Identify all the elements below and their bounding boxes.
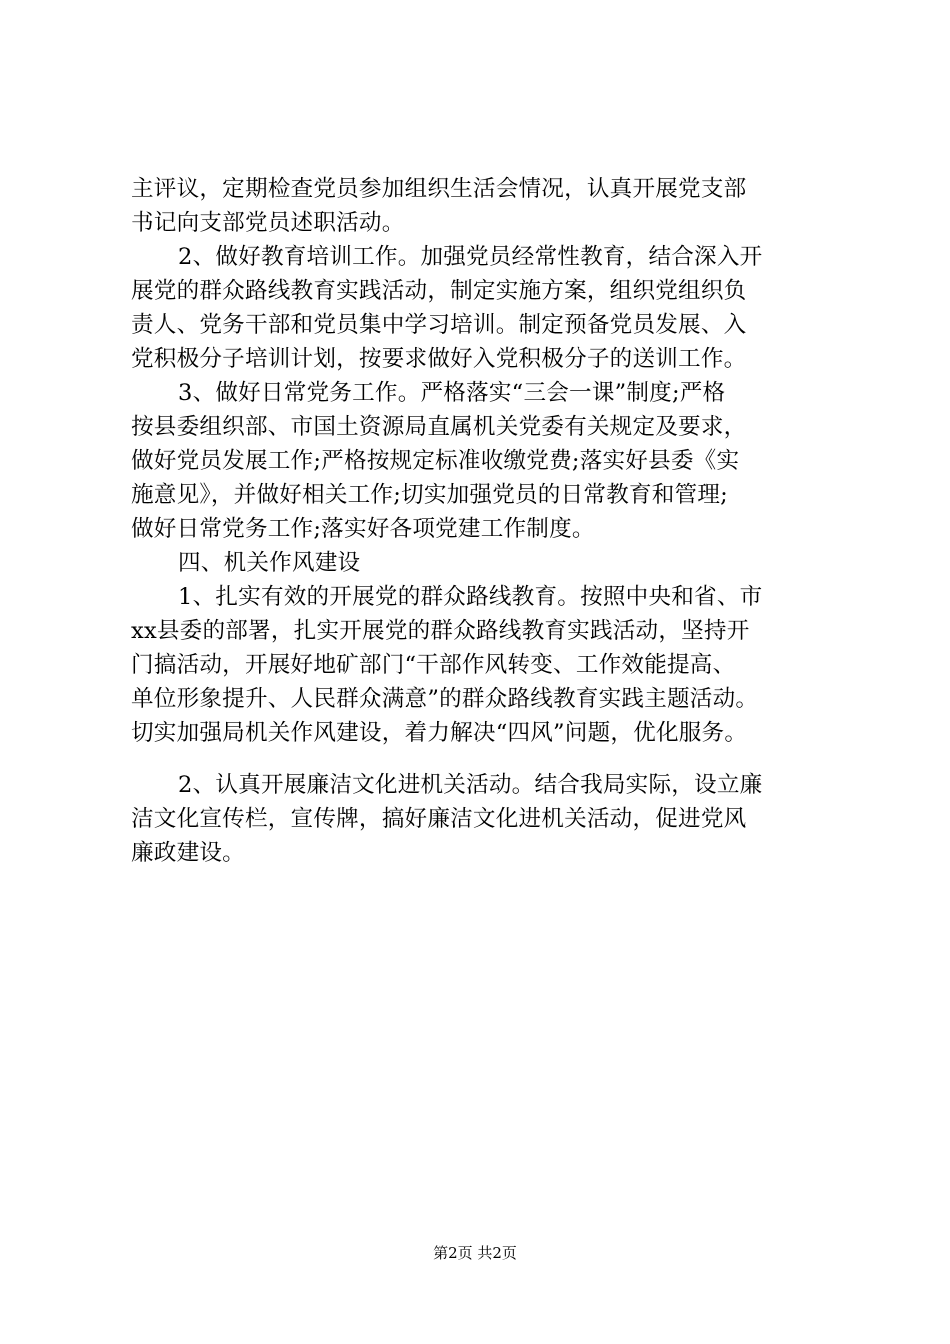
section-heading: 四、机关作风建设 (178, 550, 361, 576)
text-line: 施意见》，并做好相关工作;切实加强党员的日常教育和管理; (131, 482, 728, 508)
text-line: 单位形象提升、人民群众满意”的群众路线教育实践主题活动。 (131, 686, 759, 712)
text-line: 书记向支部党员述职活动。 (131, 210, 405, 236)
paragraph-start-line: 3、做好日常党务工作。严格落实“三会一课”制度;严格 (178, 380, 726, 406)
text-line: 洁文化宣传栏，宣传牌，搞好廉洁文化进机关活动，促进党风 (131, 806, 747, 832)
text-line: xx县委的部署，扎实开展党的群众路线教育实践活动，坚持开 (131, 618, 750, 644)
text-line: 切实加强局机关作风建设，着力解决“四风”问题，优化服务。 (131, 720, 748, 746)
paragraph-start-line: 1、扎实有效的开展党的群众路线教育。按照中央和省、市 (178, 584, 763, 610)
text-line: 主评议，定期检查党员参加组织生活会情况，认真开展党支部 (131, 176, 747, 202)
text-line: 做好党员发展工作;严格按规定标准收缴党费;落实好县委《实 (131, 448, 740, 474)
text-line: 责人、党务干部和党员集中学习培训。制定预备党员发展、入 (131, 312, 747, 338)
text-line: 廉政建设。 (131, 840, 245, 866)
text-line: 按县委组织部、市国土资源局直属机关党委有关规定及要求， (131, 414, 747, 440)
page-number-footer: 第2页 共2页 (433, 1244, 517, 1262)
paragraph-start-line: 2、做好教育培训工作。加强党员经常性教育，结合深入开 (178, 244, 763, 270)
text-line: 门搞活动，开展好地矿部门“干部作风转变、工作效能提高、 (131, 652, 736, 678)
text-line: 做好日常党务工作;落实好各项党建工作制度。 (131, 516, 595, 542)
text-line: 党积极分子培训计划，按要求做好入党积极分子的送训工作。 (131, 346, 747, 372)
paragraph-start-line: 2、认真开展廉洁文化进机关活动。结合我局实际，设立廉 (178, 772, 763, 798)
text-line: 展党的群众路线教育实践活动，制定实施方案，组织党组织负 (131, 278, 747, 304)
